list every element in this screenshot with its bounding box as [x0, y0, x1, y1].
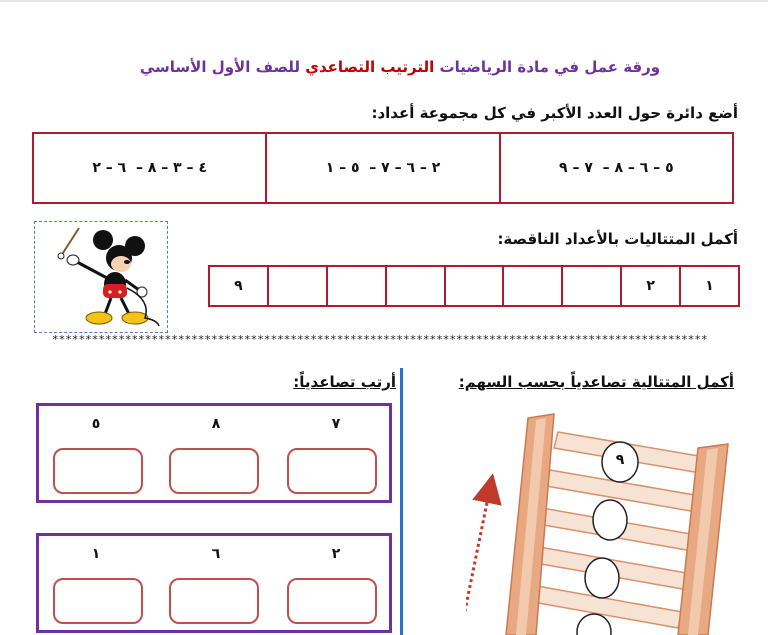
sequence-cell[interactable] — [563, 267, 622, 305]
title-part-3: للصف الأول الأساسي — [139, 58, 306, 76]
answer-slot[interactable] — [53, 578, 143, 624]
ladder-diagram — [466, 410, 738, 635]
sequence-cell[interactable]: ٢ — [622, 267, 681, 305]
order-box-2 — [36, 533, 392, 633]
order-number: ٢ — [331, 546, 341, 562]
ladder-top-value: ٩ — [615, 452, 625, 468]
sequence-cell[interactable] — [446, 267, 505, 305]
answer-slot[interactable] — [169, 578, 259, 624]
answer-slot[interactable] — [287, 448, 377, 494]
number-group-1[interactable]: ٥ – ٦ – ٨ – ٧ – ٩ — [559, 160, 674, 176]
section-2-heading: أكمل المتتاليات بالأعداد الناقصة: — [497, 230, 738, 248]
answer-slot[interactable] — [169, 448, 259, 494]
order-number: ٦ — [211, 546, 221, 562]
order-number: ٨ — [211, 416, 221, 432]
star-separator: *************************************************************************************************** — [52, 333, 708, 346]
section-3-heading: أكمل المتتالية تصاعدياً بحسب السهم: — [458, 373, 734, 391]
sequence-row — [208, 265, 740, 307]
sequence-cell[interactable]: ٩ — [210, 267, 269, 305]
worksheet-title — [90, 58, 710, 82]
sequence-cell[interactable] — [269, 267, 328, 305]
order-number: ١ — [91, 546, 101, 562]
column-divider — [400, 368, 403, 635]
ladder-oval — [593, 500, 627, 540]
ladder-oval — [585, 558, 619, 598]
sequence-cell[interactable] — [387, 267, 446, 305]
order-number: ٧ — [331, 416, 341, 432]
number-groups-box — [32, 132, 734, 204]
direction-arrow — [466, 488, 490, 635]
answer-slot[interactable] — [53, 448, 143, 494]
title-part-2: الترتيب التصاعدي — [305, 58, 435, 76]
top-border — [0, 0, 768, 2]
section-1-heading: أضع دائرة حول العدد الأكبر في كل مجموعة أعداد: — [371, 104, 738, 122]
title-part-1: ورقة عمل في مادة الرياضيات — [434, 58, 661, 76]
section-4-heading: أرتب تصاعدياً: — [293, 373, 396, 391]
order-box-1 — [36, 403, 392, 503]
sequence-cell[interactable] — [328, 267, 387, 305]
number-group-3[interactable]: ٤ – ٣ – ٨ – ٦ – ٢ — [34, 134, 267, 202]
mickey-illustration — [35, 222, 167, 332]
sequence-cell[interactable]: ١ — [705, 278, 714, 294]
mickey-image-frame — [34, 221, 168, 333]
ladder-oval — [577, 614, 611, 635]
order-number: ٥ — [91, 416, 101, 432]
number-group-2[interactable]: ٢ – ٦ – ٧ – ٥ – ١ — [267, 134, 500, 202]
sequence-cell[interactable] — [504, 267, 563, 305]
answer-slot[interactable] — [287, 578, 377, 624]
